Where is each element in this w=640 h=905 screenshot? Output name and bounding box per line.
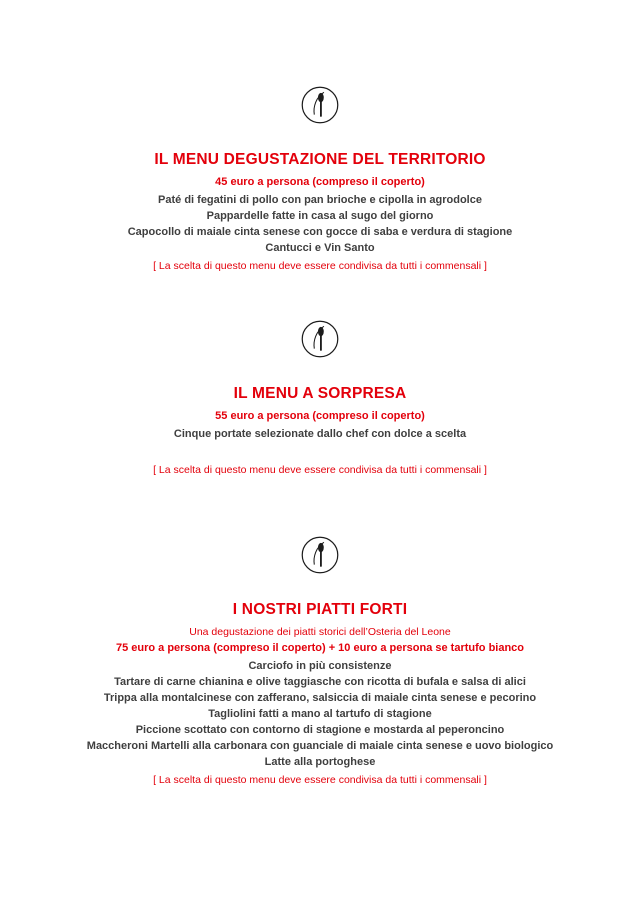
section-title: I NOSTRI PIATTI FORTI [232, 601, 408, 618]
section-price: 45 euro a persona (compreso il coperto) [215, 176, 425, 188]
menu-item: Capocollo di maiale cinta senese con gocce di saba e verdura di stagione [127, 226, 513, 238]
menu-section-piatti-forti [0, 534, 640, 788]
section-tagline: Una degustazione dei piatti storici dell’Osteria del Leone [189, 626, 451, 638]
section-title: IL MENU A SORPRESA [233, 385, 407, 402]
menu-section-degustazione [0, 84, 640, 274]
shared-menu-note: [ La scelta di questo menu deve essere condivisa da tutti i commensali ] [153, 464, 487, 476]
menu-item: Tartare di carne chianina e olive taggiasche con ricotta di bufala e salsa di alici [114, 676, 526, 688]
menu-item: Cantucci e Vin Santo [265, 242, 375, 254]
menu-item: Trippa alla montalcinese con zafferano, salsiccia di maiale cinta senese e pecorino [103, 692, 537, 704]
menu-item: Carciofo in più consistenze [248, 660, 392, 672]
menu-item: Piccione scottato con contorno di stagione e mostarda al peperoncino [135, 724, 505, 736]
menu-item: Tagliolini fatti a mano al tartufo di stagione [208, 708, 432, 720]
menu-item: Pappardelle fatte in casa al sugo del giorno [206, 210, 434, 222]
section-title: IL MENU DEGUSTAZIONE DEL TERRITORIO [154, 151, 486, 168]
section-price: 75 euro a persona (compreso il coperto) + 10 euro a persona se tartufo bianco [115, 642, 525, 654]
menu-item: Cinque portate selezionate dallo chef con dolce a scelta [173, 428, 467, 440]
restaurant-utensils-logo-icon [299, 84, 341, 126]
menu-item: Maccheroni Martelli alla carbonara con guanciale di maiale cinta senese e uovo biologico [86, 740, 554, 752]
section-price: 55 euro a persona (compreso il coperto) [215, 410, 425, 422]
restaurant-utensils-logo-icon [299, 534, 341, 576]
menu-item: Paté di fegatini di pollo con pan brioche e cipolla in agrodolce [158, 194, 482, 206]
shared-menu-note: [ La scelta di questo menu deve essere condivisa da tutti i commensali ] [153, 774, 487, 786]
menu-item: Latte alla portoghese [264, 756, 376, 768]
menu-section-sorpresa [0, 318, 640, 478]
restaurant-utensils-logo-icon [299, 318, 341, 360]
shared-menu-note: [ La scelta di questo menu deve essere condivisa da tutti i commensali ] [153, 260, 487, 272]
